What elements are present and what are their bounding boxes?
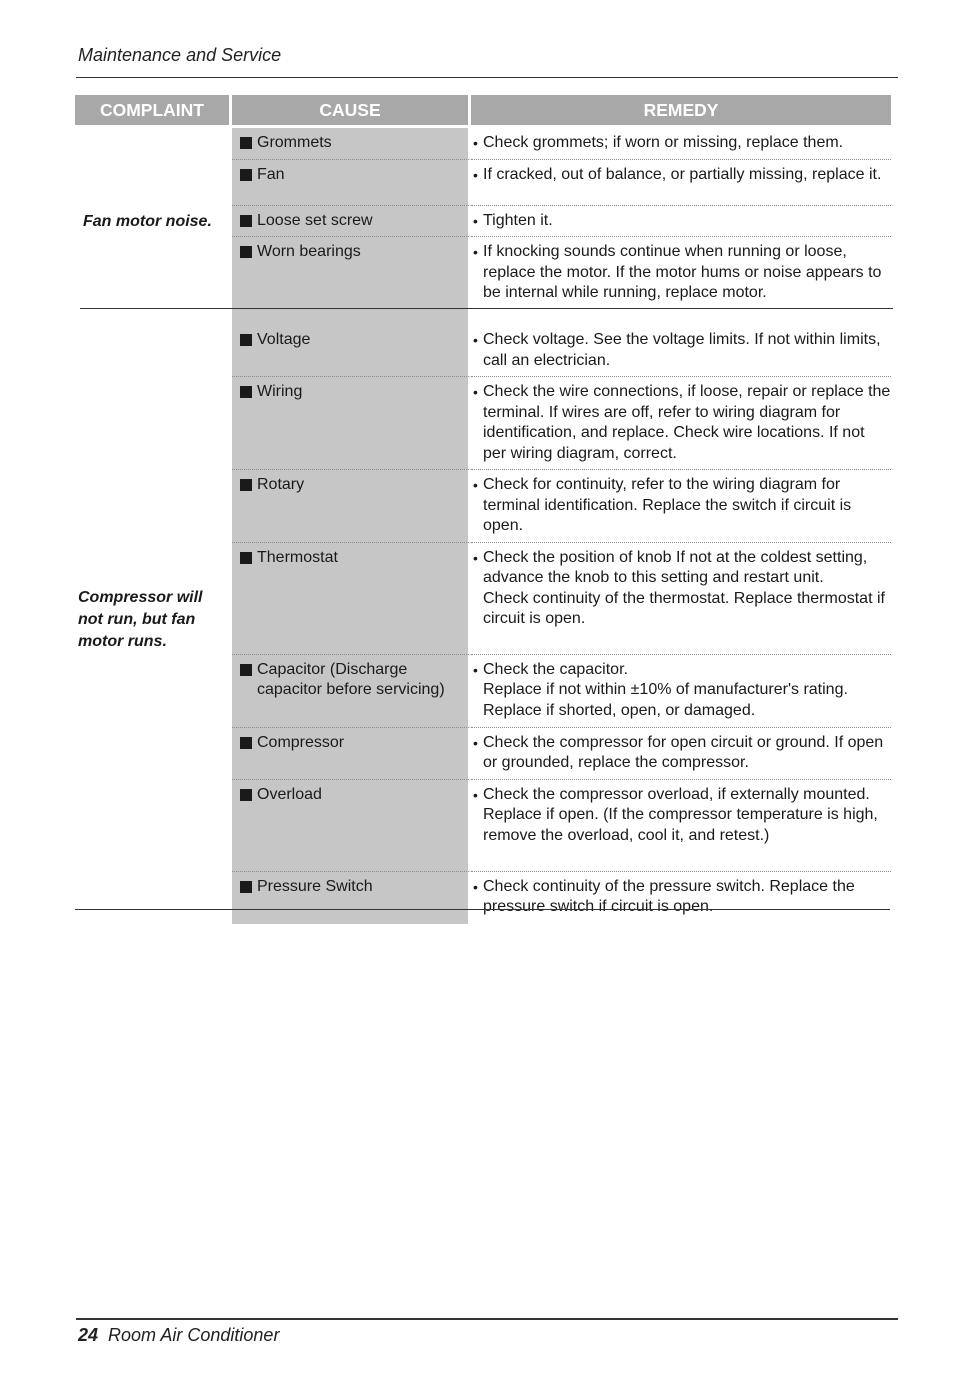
square-bullet-icon — [240, 215, 252, 227]
square-bullet-icon — [240, 137, 252, 149]
table-row — [75, 317, 891, 377]
remedy-text: Check grommets; if worn or missing, replace them. — [483, 134, 844, 151]
bullet-icon: • — [473, 878, 478, 895]
remedy-cell — [471, 728, 891, 780]
cause-text: Thermostat — [257, 548, 338, 566]
running-head: Maintenance and Service — [78, 45, 282, 65]
square-bullet-icon — [240, 479, 252, 491]
remedy-text-continued: Replace if not within ±10% of manufacturer's rating. Replace if shorted, open, or damaged. — [483, 681, 848, 719]
remedy-cell — [471, 160, 891, 206]
remedy-text: Tighten it. — [483, 211, 553, 229]
cause-text: Capacitor (Discharge capacitor before servicing) — [257, 660, 445, 698]
remedy-cell — [471, 317, 891, 377]
remedy-cell — [471, 655, 891, 728]
cause-cell — [232, 206, 471, 238]
bullet-icon: • — [473, 332, 478, 348]
remedy-text: Check voltage. See the voltage limits. If not within limits, call an electrician. — [483, 331, 881, 369]
remedy-text: Check the capacitor. — [483, 660, 628, 678]
remedy-text: Check the position of knob If not at the coldest setting, advance the knob to this setting and restart unit. — [483, 548, 868, 586]
remedy-text: Check the wire connections, if loose, repair or replace the terminal. If wires are off, refer to wiring diagram for identification, and replace. Check wire locations. If not per wiring diagram, correct. — [483, 383, 891, 462]
complaint-cell: Compressor will not run, but fan motor runs. — [75, 317, 232, 924]
troubleshooting-table — [75, 95, 891, 924]
cause-cell — [232, 317, 471, 377]
cause-cell — [232, 127, 471, 160]
cause-text: Loose set screw — [257, 211, 373, 229]
cause-text: Voltage — [257, 331, 311, 348]
cause-cell — [232, 237, 471, 317]
square-bullet-icon — [240, 881, 252, 893]
bullet-icon: • — [473, 244, 478, 260]
footer-rule — [76, 1318, 898, 1320]
complaint-cell: Fan motor noise. — [75, 127, 232, 317]
remedy-cell — [471, 470, 891, 543]
cause-text: Rotary — [257, 476, 305, 493]
bullet-icon: • — [473, 135, 478, 151]
cause-cell — [232, 872, 471, 924]
page-footer — [78, 1325, 279, 1346]
bullet-icon: • — [473, 661, 478, 678]
square-bullet-icon — [240, 169, 252, 181]
cause-text: Compressor — [257, 733, 345, 751]
bullet-icon: • — [473, 166, 478, 183]
table-bottom-rule — [75, 909, 890, 910]
square-bullet-icon — [240, 386, 252, 398]
cause-text: Overload — [257, 785, 322, 803]
table-header-row — [75, 95, 891, 127]
remedy-cell — [471, 543, 891, 655]
remedy-cell — [471, 377, 891, 470]
bullet-icon: • — [473, 786, 478, 803]
column-header-complaint: COMPLAINT — [75, 95, 232, 127]
table-row — [75, 127, 891, 160]
square-bullet-icon — [240, 246, 252, 258]
cause-cell — [232, 655, 471, 728]
cause-cell — [232, 543, 471, 655]
header-rule — [76, 77, 898, 78]
remedy-cell — [471, 206, 891, 238]
remedy-text-continued: Check continuity of the thermostat. Replace thermostat if circuit is open. — [483, 589, 885, 627]
remedy-cell — [471, 780, 891, 872]
bullet-icon: • — [473, 477, 478, 493]
cause-text: Pressure Switch — [257, 877, 373, 895]
column-header-cause: CAUSE — [232, 95, 471, 127]
remedy-cell — [471, 127, 891, 160]
square-bullet-icon — [240, 664, 252, 676]
column-header-remedy: REMEDY — [471, 95, 891, 127]
square-bullet-icon — [240, 334, 252, 346]
cause-text: Wiring — [257, 383, 303, 400]
cause-text: Grommets — [257, 134, 332, 151]
cause-text: Worn bearings — [257, 243, 361, 260]
cause-cell — [232, 470, 471, 543]
remedy-cell — [471, 237, 891, 317]
bullet-icon: • — [473, 384, 478, 400]
remedy-text: Check the compressor overload, if externally mounted. Replace if open. (If the compressor temperature is high, remove the overload, cool it, and retest.) — [483, 785, 878, 844]
remedy-text: Check for continuity, refer to the wiring diagram for terminal identification. Replace the switch if circuit is open. — [483, 476, 852, 534]
cause-cell — [232, 780, 471, 872]
cause-text: Fan — [257, 165, 285, 183]
cause-cell — [232, 160, 471, 206]
square-bullet-icon — [240, 552, 252, 564]
remedy-text: If knocking sounds continue when running or loose, replace the motor. If the motor hums or noise appears to be internal while running, replace motor. — [483, 243, 882, 301]
remedy-text: Check the compressor for open circuit or ground. If open or grounded, replace the compressor. — [483, 733, 884, 771]
footer-title: Room Air Conditioner — [108, 1325, 280, 1345]
bullet-icon: • — [473, 212, 478, 229]
bullet-icon: • — [473, 549, 478, 566]
remedy-text: Check continuity of the pressure switch. Replace the pressure switch if circuit is open. — [483, 877, 855, 915]
page-number: 24 — [78, 1325, 99, 1345]
remedy-cell — [471, 872, 891, 924]
square-bullet-icon — [240, 789, 252, 801]
square-bullet-icon — [240, 737, 252, 749]
remedy-text: If cracked, out of balance, or partially missing, replace it. — [483, 165, 882, 183]
group-separator-rule — [80, 308, 893, 309]
cause-cell — [232, 728, 471, 780]
cause-cell — [232, 377, 471, 470]
bullet-icon: • — [473, 734, 478, 751]
